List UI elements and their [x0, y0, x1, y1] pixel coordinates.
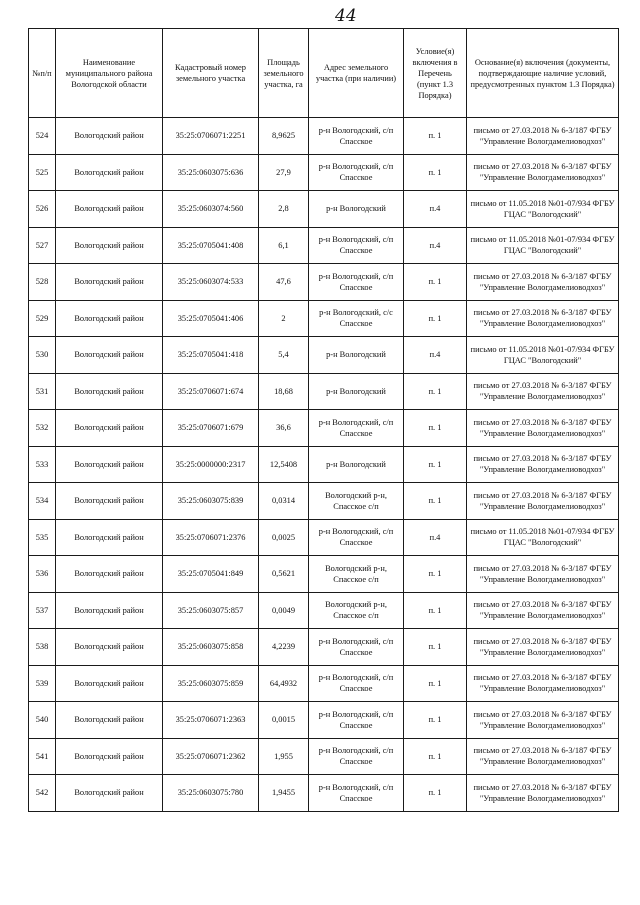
header-condition: Условие(я) включения в Перечень (пункт 1.3 Порядка) [404, 29, 467, 118]
table-row [29, 629, 619, 666]
cell-district: Вологодский район [56, 227, 163, 264]
header-district: Наименование муниципального района Вологодской области [56, 29, 163, 118]
cell-address: р-н Вологодский, с/п Спасское [309, 702, 404, 739]
cell-num: 537 [29, 592, 56, 629]
cell-district: Вологодский район [56, 154, 163, 191]
cell-condition: п.4 [404, 191, 467, 228]
cell-district: Вологодский район [56, 118, 163, 155]
cell-area: 12,5408 [259, 446, 309, 483]
cell-condition: п.4 [404, 337, 467, 374]
cell-condition: п. 1 [404, 592, 467, 629]
cell-address: р-н Вологодский, с/с Спасское [309, 300, 404, 337]
cell-condition: п.4 [404, 519, 467, 556]
cell-cadastral: 35:25:0706071:674 [163, 373, 259, 410]
cell-num: 538 [29, 629, 56, 666]
cell-cadastral: 35:25:0603075:780 [163, 775, 259, 812]
cell-area: 36,6 [259, 410, 309, 447]
cell-condition: п.4 [404, 227, 467, 264]
table-row [29, 446, 619, 483]
cell-basis: письмо от 27.03.2018 № 6-3/187 ФГБУ "Управление Вологдамелиоводхоз" [467, 300, 619, 337]
cell-area: 8,9625 [259, 118, 309, 155]
cell-address: р-н Вологодский, с/п Спасское [309, 118, 404, 155]
table-row [29, 300, 619, 337]
cell-address: р-н Вологодский, с/п Спасское [309, 410, 404, 447]
cell-area: 47,6 [259, 264, 309, 301]
cell-district: Вологодский район [56, 483, 163, 520]
cell-condition: п. 1 [404, 775, 467, 812]
cell-condition: п. 1 [404, 629, 467, 666]
cell-basis: письмо от 27.03.2018 № 6-3/187 ФГБУ "Управление Вологдамелиоводхоз" [467, 264, 619, 301]
cell-area: 6,1 [259, 227, 309, 264]
cell-address: Вологодский р-н, Спасское с/п [309, 556, 404, 593]
cell-area: 0,0025 [259, 519, 309, 556]
cell-condition: п. 1 [404, 300, 467, 337]
cell-basis: письмо от 27.03.2018 № 6-3/187 ФГБУ "Управление Вологдамелиоводхоз" [467, 556, 619, 593]
cell-address: р-н Вологодский, с/п Спасское [309, 629, 404, 666]
cell-num: 524 [29, 118, 56, 155]
header-address: Адрес земельного участка (при наличии) [309, 29, 404, 118]
cell-address: р-н Вологодский, с/п Спасское [309, 264, 404, 301]
cell-address: Вологодский р-н, Спасское с/п [309, 483, 404, 520]
cell-condition: п. 1 [404, 154, 467, 191]
cell-condition: п. 1 [404, 665, 467, 702]
cell-num: 529 [29, 300, 56, 337]
cell-num: 531 [29, 373, 56, 410]
cell-basis: письмо от 27.03.2018 № 6-3/187 ФГБУ "Управление Вологдамелиоводхоз" [467, 775, 619, 812]
table-row [29, 556, 619, 593]
cell-district: Вологодский район [56, 592, 163, 629]
table-row [29, 118, 619, 155]
table-row [29, 665, 619, 702]
cell-area: 18,68 [259, 373, 309, 410]
cell-district: Вологодский район [56, 665, 163, 702]
cell-cadastral: 35:25:0603074:560 [163, 191, 259, 228]
table-row [29, 337, 619, 374]
cell-num: 540 [29, 702, 56, 739]
cell-num: 541 [29, 738, 56, 775]
cell-basis: письмо от 27.03.2018 № 6-3/187 ФГБУ "Управление Вологдамелиоводхоз" [467, 702, 619, 739]
cell-address: р-н Вологодский [309, 373, 404, 410]
land-plots-table [28, 28, 619, 812]
cell-num: 527 [29, 227, 56, 264]
cell-area: 5,4 [259, 337, 309, 374]
cell-cadastral: 35:25:0705041:418 [163, 337, 259, 374]
cell-condition: п. 1 [404, 410, 467, 447]
header-area: Площадь земельного участка, га [259, 29, 309, 118]
cell-area: 0,5621 [259, 556, 309, 593]
cell-basis: письмо от 11.05.2018 №01-07/934 ФГБУ ГЦАС "Вологодский" [467, 191, 619, 228]
cell-area: 1,955 [259, 738, 309, 775]
cell-district: Вологодский район [56, 775, 163, 812]
cell-basis: письмо от 27.03.2018 № 6-3/187 ФГБУ "Управление Вологдамелиоводхоз" [467, 118, 619, 155]
cell-address: р-н Вологодский, с/п Спасское [309, 154, 404, 191]
cell-num: 539 [29, 665, 56, 702]
cell-cadastral: 35:25:0706071:2363 [163, 702, 259, 739]
cell-basis: письмо от 11.05.2018 №01-07/934 ФГБУ ГЦАС "Вологодский" [467, 227, 619, 264]
table-row [29, 373, 619, 410]
cell-cadastral: 35:25:0603075:636 [163, 154, 259, 191]
table-row [29, 410, 619, 447]
cell-cadastral: 35:25:0603075:857 [163, 592, 259, 629]
cell-basis: письмо от 27.03.2018 № 6-3/187 ФГБУ "Управление Вологдамелиоводхоз" [467, 154, 619, 191]
cell-basis: письмо от 27.03.2018 № 6-3/187 ФГБУ "Управление Вологдамелиоводхоз" [467, 410, 619, 447]
cell-num: 530 [29, 337, 56, 374]
cell-basis: письмо от 27.03.2018 № 6-3/187 ФГБУ "Управление Вологдамелиоводхоз" [467, 629, 619, 666]
cell-num: 542 [29, 775, 56, 812]
cell-area: 0,0015 [259, 702, 309, 739]
cell-district: Вологодский район [56, 373, 163, 410]
table-header-row [29, 29, 619, 118]
header-num: №п/п [29, 29, 56, 118]
table-row [29, 154, 619, 191]
cell-area: 64,4932 [259, 665, 309, 702]
cell-cadastral: 35:25:0706071:679 [163, 410, 259, 447]
cell-num: 528 [29, 264, 56, 301]
cell-address: р-н Вологодский, с/п Спасское [309, 738, 404, 775]
cell-district: Вологодский район [56, 300, 163, 337]
page-number: 44 [335, 6, 357, 26]
cell-area: 0,0314 [259, 483, 309, 520]
table-row [29, 519, 619, 556]
cell-district: Вологодский район [56, 738, 163, 775]
cell-basis: письмо от 27.03.2018 № 6-3/187 ФГБУ "Управление Вологдамелиоводхоз" [467, 483, 619, 520]
cell-district: Вологодский район [56, 446, 163, 483]
cell-address: р-н Вологодский [309, 337, 404, 374]
cell-basis: письмо от 27.03.2018 № 6-3/187 ФГБУ "Управление Вологдамелиоводхоз" [467, 373, 619, 410]
cell-address: Вологодский р-н, Спасское с/п [309, 592, 404, 629]
table-row [29, 702, 619, 739]
cell-cadastral: 35:25:0706071:2251 [163, 118, 259, 155]
cell-district: Вологодский район [56, 629, 163, 666]
cell-cadastral: 35:25:0603074:533 [163, 264, 259, 301]
cell-district: Вологодский район [56, 410, 163, 447]
cell-address: р-н Вологодский [309, 191, 404, 228]
table-row [29, 191, 619, 228]
cell-district: Вологодский район [56, 191, 163, 228]
cell-num: 533 [29, 446, 56, 483]
cell-condition: п. 1 [404, 483, 467, 520]
cell-cadastral: 35:25:0706071:2362 [163, 738, 259, 775]
cell-address: р-н Вологодский [309, 446, 404, 483]
cell-num: 525 [29, 154, 56, 191]
cell-condition: п. 1 [404, 373, 467, 410]
cell-num: 534 [29, 483, 56, 520]
cell-district: Вологодский район [56, 264, 163, 301]
table-row [29, 738, 619, 775]
cell-cadastral: 35:25:0706071:2376 [163, 519, 259, 556]
table-row [29, 775, 619, 812]
cell-basis: письмо от 27.03.2018 № 6-3/187 ФГБУ "Управление Вологдамелиоводхоз" [467, 446, 619, 483]
table-row [29, 483, 619, 520]
cell-basis: письмо от 27.03.2018 № 6-3/187 ФГБУ "Управление Вологдамелиоводхоз" [467, 738, 619, 775]
header-basis: Основание(я) включения (документы, подтверждающие наличие условий, предусмотренных пунктом 1.3 Порядка) [467, 29, 619, 118]
cell-area: 4,2239 [259, 629, 309, 666]
table-row [29, 227, 619, 264]
cell-basis: письмо от 11.05.2018 №01-07/934 ФГБУ ГЦАС "Вологодский" [467, 519, 619, 556]
cell-basis: письмо от 27.03.2018 № 6-3/187 ФГБУ "Управление Вологдамелиоводхоз" [467, 665, 619, 702]
cell-address: р-н Вологодский, с/п Спасское [309, 775, 404, 812]
cell-num: 532 [29, 410, 56, 447]
cell-basis: письмо от 27.03.2018 № 6-3/187 ФГБУ "Управление Вологдамелиоводхоз" [467, 592, 619, 629]
cell-address: р-н Вологодский, с/п Спасское [309, 227, 404, 264]
cell-cadastral: 35:25:0000000:2317 [163, 446, 259, 483]
header-cadastral: Кадастровый номер земельного участка [163, 29, 259, 118]
cell-district: Вологодский район [56, 556, 163, 593]
cell-district: Вологодский район [56, 519, 163, 556]
cell-area: 1,9455 [259, 775, 309, 812]
cell-num: 536 [29, 556, 56, 593]
cell-cadastral: 35:25:0603075:859 [163, 665, 259, 702]
cell-num: 535 [29, 519, 56, 556]
cell-cadastral: 35:25:0705041:849 [163, 556, 259, 593]
cell-num: 526 [29, 191, 56, 228]
cell-cadastral: 35:25:0603075:858 [163, 629, 259, 666]
cell-address: р-н Вологодский, с/п Спасское [309, 665, 404, 702]
table-row [29, 592, 619, 629]
cell-cadastral: 35:25:0705041:406 [163, 300, 259, 337]
cell-condition: п. 1 [404, 446, 467, 483]
cell-basis: письмо от 11.05.2018 №01-07/934 ФГБУ ГЦАС "Вологодский" [467, 337, 619, 374]
cell-cadastral: 35:25:0705041:408 [163, 227, 259, 264]
cell-area: 27,9 [259, 154, 309, 191]
cell-condition: п. 1 [404, 118, 467, 155]
cell-area: 0,0049 [259, 592, 309, 629]
cell-address: р-н Вологодский, с/п Спасское [309, 519, 404, 556]
cell-condition: п. 1 [404, 738, 467, 775]
cell-condition: п. 1 [404, 702, 467, 739]
table-row [29, 264, 619, 301]
cell-district: Вологодский район [56, 337, 163, 374]
cell-condition: п. 1 [404, 556, 467, 593]
cell-condition: п. 1 [404, 264, 467, 301]
cell-area: 2 [259, 300, 309, 337]
cell-district: Вологодский район [56, 702, 163, 739]
cell-cadastral: 35:25:0603075:839 [163, 483, 259, 520]
cell-area: 2,8 [259, 191, 309, 228]
